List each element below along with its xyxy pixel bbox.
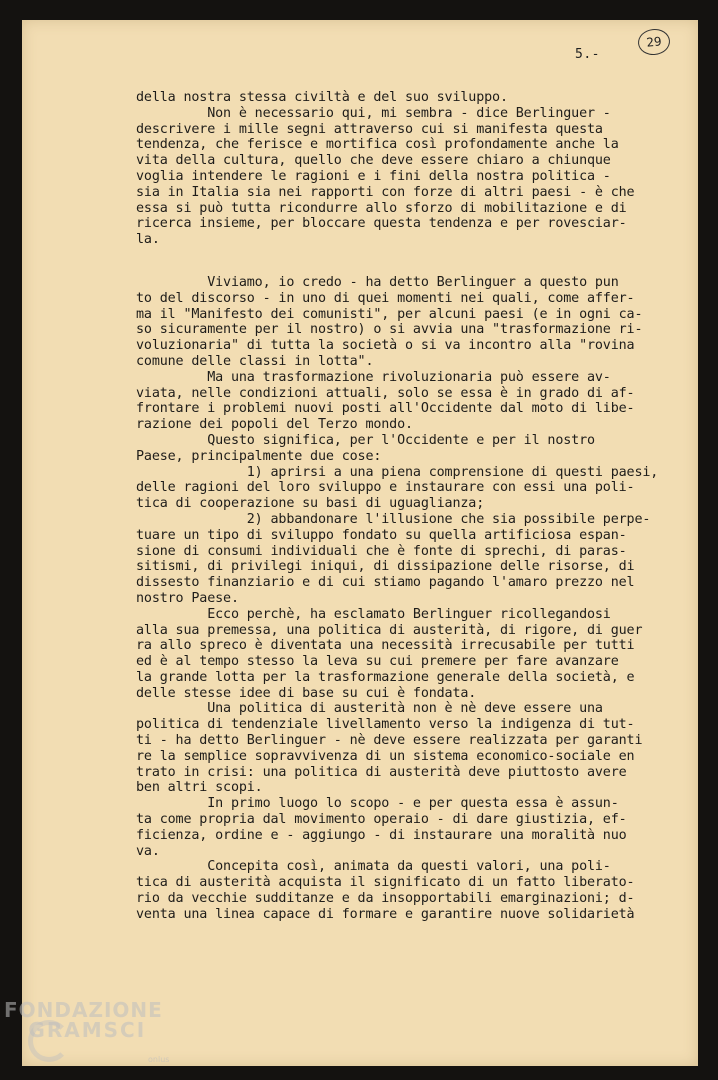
text-line: delle stesse idee di base su cui è fondata. bbox=[136, 685, 477, 701]
text-line: In primo luogo lo scopo - e per questa essa è assun- bbox=[136, 796, 619, 812]
watermark-line1: FONDAZIONE bbox=[4, 998, 163, 1022]
text-line: 2) abbandonare l'illusione che sia possibile perpe- bbox=[136, 511, 651, 527]
text-line: nostro Paese. bbox=[136, 590, 239, 606]
typewritten-text bbox=[136, 90, 658, 923]
text-line: so sicuramente per il nostro) o si avvia una "trasformazione ri- bbox=[136, 322, 643, 338]
paragraph-gap bbox=[136, 248, 658, 275]
text-line: Non è necessario qui, mi sembra - dice Berlinguer - bbox=[136, 105, 611, 121]
text-line: la. bbox=[136, 232, 160, 248]
text-line: Ma una trasformazione rivoluzionaria può essere av- bbox=[136, 369, 611, 385]
text-line: ma il "Manifesto dei comunisti", per alcuni paesi (e in ogni ca- bbox=[136, 306, 643, 322]
text-line: trato in crisi: una politica di austerità deve piuttosto avere bbox=[136, 764, 627, 780]
text-line: voluzionaria" di tutta la società o si va incontro alla "rovina bbox=[136, 338, 635, 354]
text-line: tendenza, che ferisce e mortifica così profondamente anche la bbox=[136, 137, 619, 153]
text-line: tica di austerità acquista il significato di un fatto liberato- bbox=[136, 875, 635, 891]
text-line: ed è al tempo stesso la leva su cui premere per fare avanzare bbox=[136, 654, 619, 670]
text-line: Questo significa, per l'Occidente e per il nostro bbox=[136, 432, 595, 448]
text-line: Viviamo, io credo - ha detto Berlinguer a questo pun bbox=[136, 274, 619, 290]
text-line: tica di cooperazione su basi di uguaglianza; bbox=[136, 496, 485, 512]
text-line: tuare un tipo di sviluppo fondato su quella artificiosa espan- bbox=[136, 527, 627, 543]
text-line: Concepita così, animata da questi valori, una poli- bbox=[136, 859, 611, 875]
text-line: to del discorso - in uno di quei momenti nei quali, come affer- bbox=[136, 290, 635, 306]
text-line: sia in Italia sia nei rapporti con forze di altri paesi - è che bbox=[136, 184, 635, 200]
text-line: dissesto finanziario e di cui stiamo pagando l'amaro prezzo nel bbox=[136, 575, 635, 591]
watermark-line2 bbox=[28, 1018, 146, 1042]
text-line: ficienza, ordine e - aggiungo - di instaurare una moralità nuo bbox=[136, 827, 627, 843]
text-line: essa si può tutta ricondurre allo sforzo di mobilitazione e di bbox=[136, 200, 627, 216]
text-line: Paese, principalmente due cose: bbox=[136, 448, 382, 464]
text-line: ricerca insieme, per bloccare questa tendenza e per rovesciar- bbox=[136, 216, 627, 232]
text-line: Una politica di austerità non è nè deve essere una bbox=[136, 701, 603, 717]
watermark-line2-text: GRAMSCI bbox=[28, 1018, 147, 1042]
text-line: della nostra stessa civiltà e del suo sviluppo. bbox=[136, 90, 508, 105]
text-line: sione di consumi individuali che è fonte di sprechi, di paras- bbox=[136, 543, 627, 559]
text-line: delle ragioni del loro sviluppo e instaurare con essi una poli- bbox=[136, 480, 635, 496]
text-line: Ecco perchè, ha esclamato Berlinguer ricollegandosi bbox=[136, 606, 611, 622]
text-line: rio da vecchie sudditanze e da insopportabili emarginazioni; d- bbox=[136, 891, 635, 907]
text-line: frontare i problemi nuovi posti all'Occidente dal moto di libe- bbox=[136, 401, 635, 417]
text-line: voglia intendere le ragioni e i fini della nostra politica - bbox=[136, 168, 611, 184]
text-line: viata, nelle condizioni attuali, solo se essa è in grado di af- bbox=[136, 385, 635, 401]
watermark-suffix: onlus bbox=[148, 1055, 170, 1064]
text-line: venta una linea capace di formare e garantire nuove solidarietà bbox=[136, 906, 635, 922]
text-line: va. bbox=[136, 843, 160, 859]
text-line: 1) aprirsi a una piena comprensione di questi paesi, bbox=[136, 464, 659, 480]
text-line: alla sua premessa, una politica di austerità, di rigore, di guer bbox=[136, 622, 643, 638]
text-line: razione dei popoli del Terzo mondo. bbox=[136, 417, 413, 433]
text-line: ra allo spreco è diventata una necessità irrecusabile per tutti bbox=[136, 638, 635, 654]
text-line: comune delle classi in lotta". bbox=[136, 353, 374, 369]
text-line: ben altri scopi. bbox=[136, 780, 263, 796]
text-line: descrivere i mille segni attraverso cui si manifesta questa bbox=[136, 121, 603, 137]
text-line: re la semplice sopravvivenza di un sistema economico-sociale en bbox=[136, 748, 635, 764]
page-number: 5.- bbox=[575, 47, 600, 62]
text-line: la grande lotta per la trasformazione generale della società, e bbox=[136, 669, 635, 685]
text-line: sitismi, di privilegi iniqui, di dissipazione delle risorse, di bbox=[136, 559, 635, 575]
text-line: politica di tendenziale livellamento verso la indigenza di tut- bbox=[136, 717, 635, 733]
text-line: vita della cultura, quello che deve essere chiaro a chiunque bbox=[136, 153, 611, 169]
archive-stamp: 29 bbox=[637, 27, 672, 56]
text-line: ta come propria dal movimento operaio - di dare giustizia, ef- bbox=[136, 812, 627, 828]
text-line: ti - ha detto Berlinguer - nè deve essere realizzata per garanti bbox=[136, 733, 643, 749]
